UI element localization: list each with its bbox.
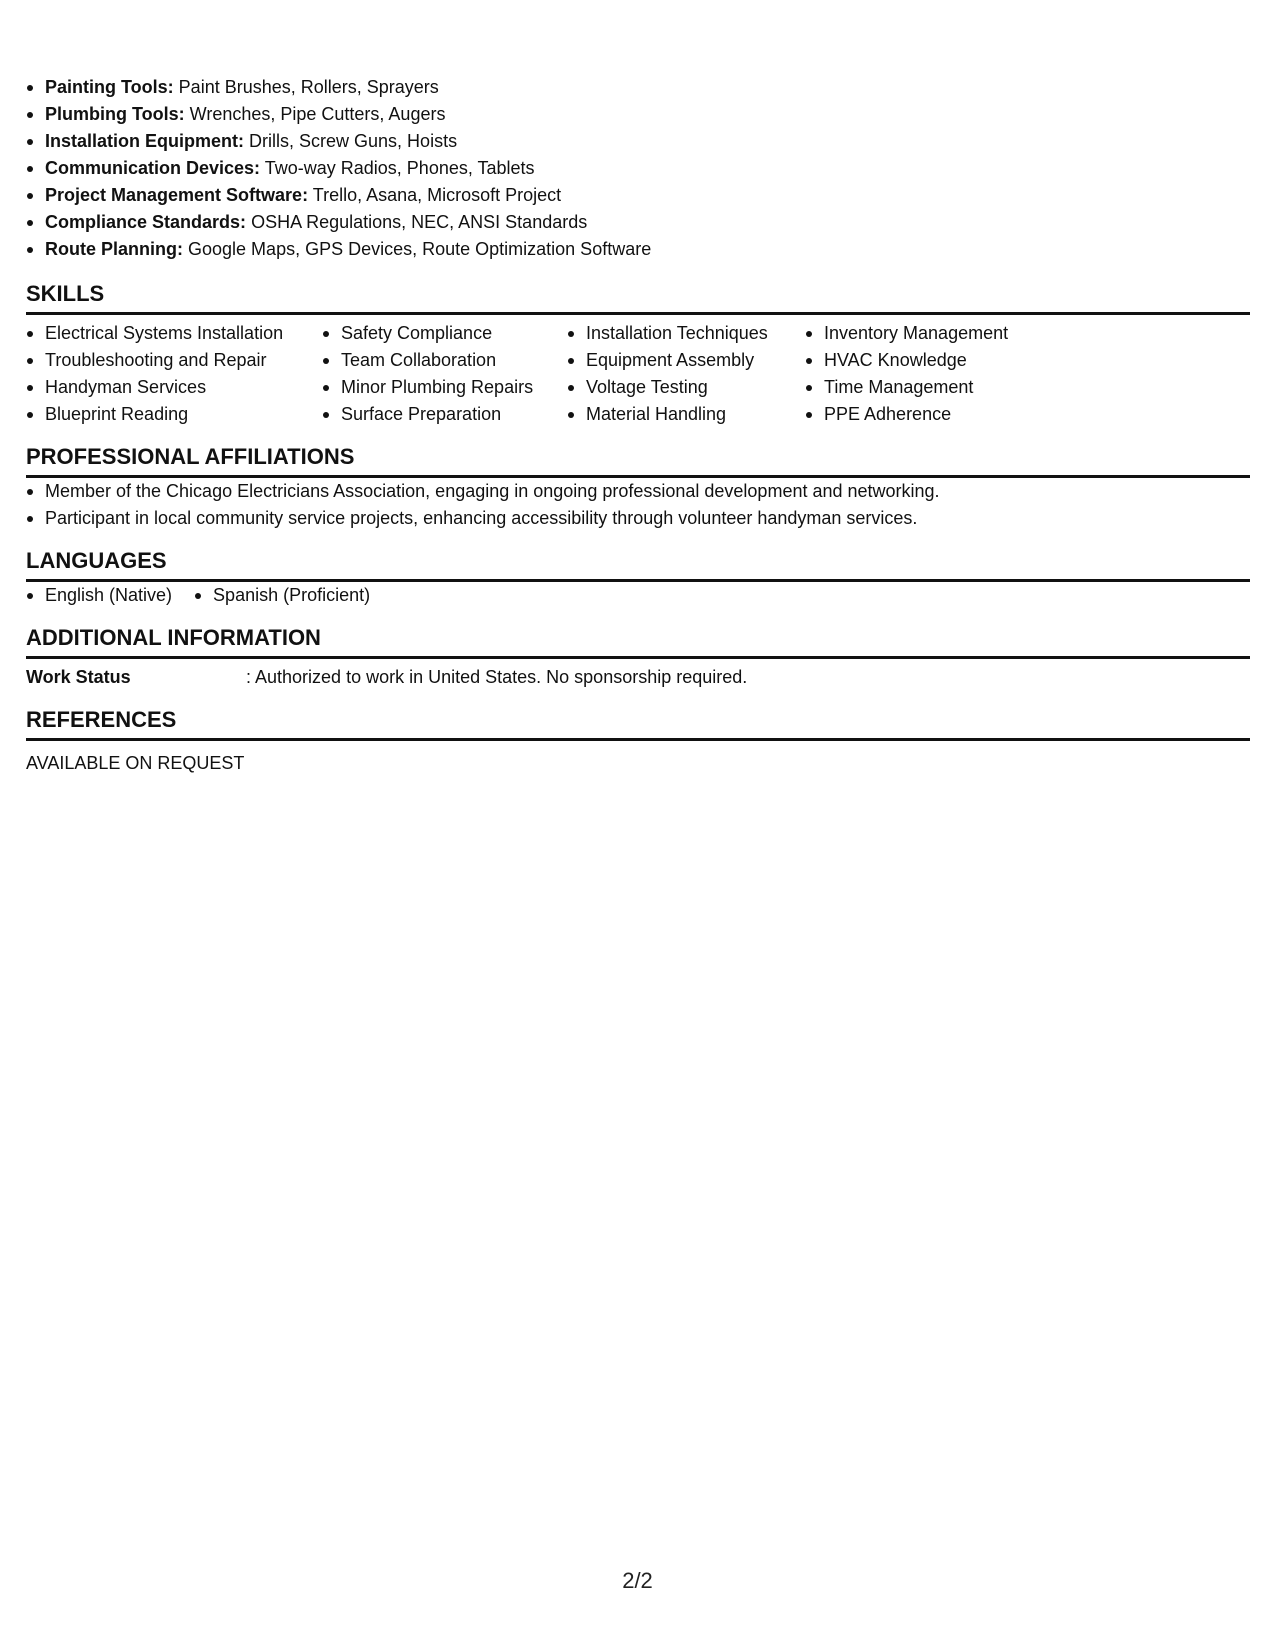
skill-item: HVAC Knowledge: [805, 347, 1065, 374]
page-number: 2/2: [622, 1568, 653, 1593]
section-title: LANGUAGES: [26, 548, 1250, 582]
tool-term: Project Management Software:: [45, 185, 309, 205]
section-title: REFERENCES: [26, 707, 1250, 741]
skills-column: [26, 320, 322, 428]
tool-value: Google Maps, GPS Devices, Route Optimization Software: [188, 239, 652, 259]
skill-item: Blueprint Reading: [26, 401, 322, 428]
skill-item: Surface Preparation: [322, 401, 567, 428]
tools-list: [26, 74, 1250, 263]
tool-term: Route Planning:: [45, 239, 183, 259]
references-text: AVAILABLE ON REQUEST: [26, 753, 245, 773]
skill-item: Inventory Management: [805, 320, 1065, 347]
languages-section: [26, 548, 1250, 609]
skill-item: Electrical Systems Installation: [26, 320, 322, 347]
skills-grid: [26, 315, 1250, 428]
tool-term: Communication Devices:: [45, 158, 261, 178]
skill-item: PPE Adherence: [805, 401, 1065, 428]
skills-section: [26, 281, 1250, 428]
references-section: [26, 707, 1250, 777]
list-item: [26, 209, 1250, 236]
skill-item: Troubleshooting and Repair: [26, 347, 322, 374]
tool-value: Trello, Asana, Microsoft Project: [312, 185, 562, 205]
affiliations-list: [26, 478, 1250, 532]
list-item: [26, 182, 1250, 209]
work-status-label: Work Status: [26, 667, 131, 687]
affiliations-section: [26, 444, 1250, 532]
tool-value: Paint Brushes, Rollers, Sprayers: [178, 77, 439, 97]
skill-item: Safety Compliance: [322, 320, 567, 347]
language-item: Spanish (Proficient): [194, 582, 370, 609]
skill-item: Equipment Assembly: [567, 347, 805, 374]
tool-value: Drills, Screw Guns, Hoists: [249, 131, 458, 151]
languages-list: [26, 582, 1250, 609]
section-title: ADDITIONAL INFORMATION: [26, 625, 1250, 659]
tool-term: Compliance Standards:: [45, 212, 247, 232]
tool-term: Installation Equipment:: [45, 131, 245, 151]
list-item: [26, 74, 1250, 101]
work-status-row: [26, 659, 1250, 691]
list-item: [26, 155, 1250, 182]
section-title: SKILLS: [26, 281, 1250, 315]
skill-item: Material Handling: [567, 401, 805, 428]
affiliation-item: Member of the Chicago Electricians Association, engaging in ongoing professional development and networking.: [26, 478, 1250, 505]
tool-value: Two-way Radios, Phones, Tablets: [264, 158, 535, 178]
skill-item: Handyman Services: [26, 374, 322, 401]
resume-page: [26, 74, 1250, 777]
skill-item: Installation Techniques: [567, 320, 805, 347]
language-item: English (Native): [26, 582, 172, 609]
list-item: [26, 128, 1250, 155]
additional-info-section: [26, 625, 1250, 691]
list-item: [26, 101, 1250, 128]
skill-item: Voltage Testing: [567, 374, 805, 401]
skill-item: Minor Plumbing Repairs: [322, 374, 567, 401]
skill-item: Team Collaboration: [322, 347, 567, 374]
skills-column: [567, 320, 805, 428]
skill-item: Time Management: [805, 374, 1065, 401]
tool-value: Wrenches, Pipe Cutters, Augers: [189, 104, 446, 124]
tool-term: Painting Tools:: [45, 77, 174, 97]
tool-term: Plumbing Tools:: [45, 104, 185, 124]
affiliation-item: Participant in local community service projects, enhancing accessibility through volunteer handyman services.: [26, 505, 1250, 532]
work-status-value: : Authorized to work in United States. No sponsorship required.: [246, 667, 748, 687]
list-item: [26, 236, 1250, 263]
skills-column: [322, 320, 567, 428]
section-title: PROFESSIONAL AFFILIATIONS: [26, 444, 1250, 478]
tool-value: OSHA Regulations, NEC, ANSI Standards: [251, 212, 588, 232]
skills-column: [805, 320, 1065, 428]
